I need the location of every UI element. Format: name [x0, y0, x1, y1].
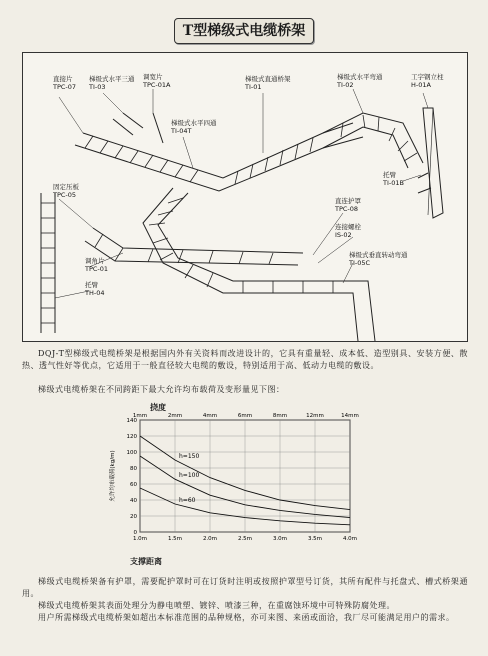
series-label: h=60 [179, 497, 196, 504]
intro-paragraph: DQJ-T型梯级式电缆桥架是根据国内外有关资料而改进设计的，它具有重量轻、成本低、造型别具、安装方便、散热、透气性好等优点，它适用于一般直径较大电缆的敷设，特别适用于高、低动力电缆的敷设。 [22, 349, 468, 370]
notes-section [22, 576, 468, 624]
chart-top-axis-label: 挠度 [150, 402, 166, 412]
top-tick-label: 14mm [341, 413, 359, 419]
cable-tray-illustration [23, 53, 467, 341]
top-tick-label: 2mm [167, 413, 183, 419]
y-tick-label: 80 [130, 466, 137, 472]
x-tick-label: 3.5m [307, 536, 323, 542]
y-axis-label: 允许均布载荷(kg/m) [110, 450, 116, 502]
x-tick-label: 1.0m [132, 536, 148, 542]
callout-label: 托臂 TH-04 [85, 281, 105, 297]
chart-heading: 梯级式电缆桥架在不同跨距下最大允许均布载荷及变形量见下图： [38, 385, 285, 394]
x-tick-label: 1.5m [167, 536, 183, 542]
top-tick-label: 6mm [237, 413, 253, 419]
callout-label: 调宽片 TPC-01A [143, 73, 171, 89]
callout-label: 托臂 TI-01B [383, 171, 404, 187]
x-tick-label: 4.0m [342, 536, 358, 542]
series-label: h=100 [179, 472, 200, 480]
top-tick-label: 1mm [132, 413, 148, 419]
y-tick-label: 120 [126, 434, 137, 440]
y-tick-label: 0 [133, 530, 137, 536]
page-title: T型梯级式电缆桥架 [174, 18, 314, 44]
note-paragraph: 用户所需梯级式电缆桥架如超出本标准范围的品种规格，亦可来图、来函或面洽，我厂尽可能满足用户的需求。 [38, 613, 455, 622]
callout-label: 固定压板 TPC-05 [53, 183, 79, 199]
y-tick-label: 40 [130, 498, 137, 504]
callout-label: 直接片 TPC-07 [53, 75, 77, 91]
note-paragraph: 梯级式电缆桥架其表面处理分为静电喷塑、镀锌、喷漆三种，在重腐蚀环境中可特殊防腐处理。 [38, 601, 395, 610]
callout-label: 调角片 TPC-01 [85, 257, 109, 273]
callout-label: 工字钢立柱 H-01A [411, 73, 444, 89]
callout-label: 直连护罩 TPC-08 [335, 197, 361, 213]
callout-label: 梯级式垂直转动弯通 TI-05C [349, 251, 408, 267]
x-tick-label: 2.5m [237, 536, 253, 542]
callout-label: 梯级式水平弯通 TI-02 [337, 73, 383, 89]
y-tick-label: 100 [126, 450, 137, 456]
series-label: h=150 [179, 453, 200, 460]
top-tick-label: 8mm [272, 413, 288, 419]
note-paragraph: 梯级式电缆桥架备有护罩，需要配护罩时可在订货时注明或按照护罩型号订货，其所有配件与托盘式、槽式桥架通用。 [22, 577, 468, 598]
load-deflection-chart [100, 402, 360, 552]
top-tick-label: 12mm [306, 413, 324, 419]
callout-label: 梯级式水平三通 TI-03 [89, 75, 135, 91]
y-tick-label: 20 [130, 514, 137, 520]
callout-label: 梯级式直通桥架 TI-01 [245, 75, 291, 91]
y-tick-label: 60 [130, 482, 137, 488]
callout-label: 连接螺栓 IS-02 [335, 223, 361, 239]
top-tick-label: 4mm [202, 413, 218, 419]
x-tick-label: 3.0m [272, 536, 288, 542]
chart-x-axis-label: 支撑距离 [130, 556, 162, 566]
assembly-diagram [22, 52, 468, 342]
callout-label: 梯级式水平四通 TI-04T [171, 119, 217, 135]
x-tick-label: 2.0m [202, 536, 218, 542]
y-tick-label: 140 [126, 418, 137, 424]
